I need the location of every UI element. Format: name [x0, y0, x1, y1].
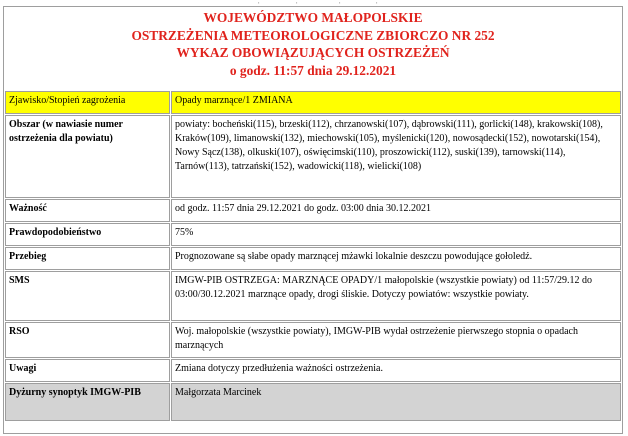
row-remarks — [5, 359, 621, 382]
header-issue-time: o godz. 11:57 dnia 29.12.2021 — [229, 62, 397, 78]
row-probability — [5, 223, 621, 246]
ruler-tick-mark: ▪ — [339, 0, 341, 5]
label-area: Obszar (w nawiasie numer ostrzeżenia dla powiatu) — [5, 115, 170, 198]
row-sms — [5, 271, 621, 321]
value-course: Prognozowane są słabe opady marznącej mżawki lokalnie deszczu powodujące gołoledź. — [171, 247, 621, 270]
label-phenomenon: Zjawisko/Stopień zagrożenia — [5, 91, 170, 114]
label-validity: Ważność — [5, 199, 170, 222]
warning-table — [4, 90, 622, 422]
header-list-title: WYKAZ OBOWIĄZUJĄCYCH OSTRZEŻEŃ — [176, 45, 450, 61]
ruler-tick-mark: ▪ — [258, 0, 260, 5]
ruler-tick-mark: ▪ — [376, 0, 378, 5]
row-phenomenon — [5, 91, 621, 114]
row-forecaster — [5, 383, 621, 421]
row-validity — [5, 199, 621, 222]
header-bulletin-number: OSTRZEŻENIA METEOROLOGICZNE ZBIORCZO NR 252 — [131, 27, 495, 43]
header-voivodeship: WOJEWÓDZTWO MAŁOPOLSKIE — [203, 10, 423, 25]
row-course — [5, 247, 621, 270]
value-remarks: Zmiana dotyczy przedłużenia ważności ostrzeżenia. — [171, 359, 621, 382]
row-rso — [5, 322, 621, 358]
value-phenomenon: Opady marznące/1 ZMIANA — [171, 91, 621, 114]
value-rso: Woj. małopolskie (wszystkie powiaty), IMGW-PIB wydał ostrzeżenie pierwszego stopnia o opadach marznących — [171, 322, 621, 358]
label-sms: SMS — [5, 271, 170, 321]
label-remarks: Uwagi — [5, 359, 170, 382]
value-area: powiaty: bocheński(115), brzeski(112), chrzanowski(107), dąbrowski(111), gorlicki(148), krakowski(108), Kraków(109), limanowski(132), miechowski(105), myślenicki(120), nowosądecki(152), nowotarski(154), Nowy Sącz(138), olkuski(107), oświęcimski(110), proszowicki(112), suski(139), tarnowski(114), Tarnów(113), tatrzański(152), wadowicki(118), wielicki(108) — [171, 115, 621, 198]
row-area — [5, 115, 621, 198]
label-probability: Prawdopodobieństwo — [5, 223, 170, 246]
value-probability: 75% — [171, 223, 621, 246]
label-course: Przebieg — [5, 247, 170, 270]
document-header — [4, 9, 622, 79]
value-validity: od godz. 11:57 dnia 29.12.2021 do godz. 03:00 dnia 30.12.2021 — [171, 199, 621, 222]
label-rso: RSO — [5, 322, 170, 358]
label-forecaster: Dyżurny synoptyk IMGW-PIB — [5, 383, 170, 421]
ruler-tick-mark: ▪ — [296, 0, 298, 5]
value-sms: IMGW-PIB OSTRZEGA: MARZNĄCE OPADY/1 małopolskie (wszystkie powiaty) od 11:57/29.12 do 03:00/30.12.2021 marznące opady, drogi śliskie. Dotyczy powiatów: wszystkie powiaty. — [171, 271, 621, 321]
value-forecaster: Małgorzata Marcinek — [171, 383, 621, 421]
